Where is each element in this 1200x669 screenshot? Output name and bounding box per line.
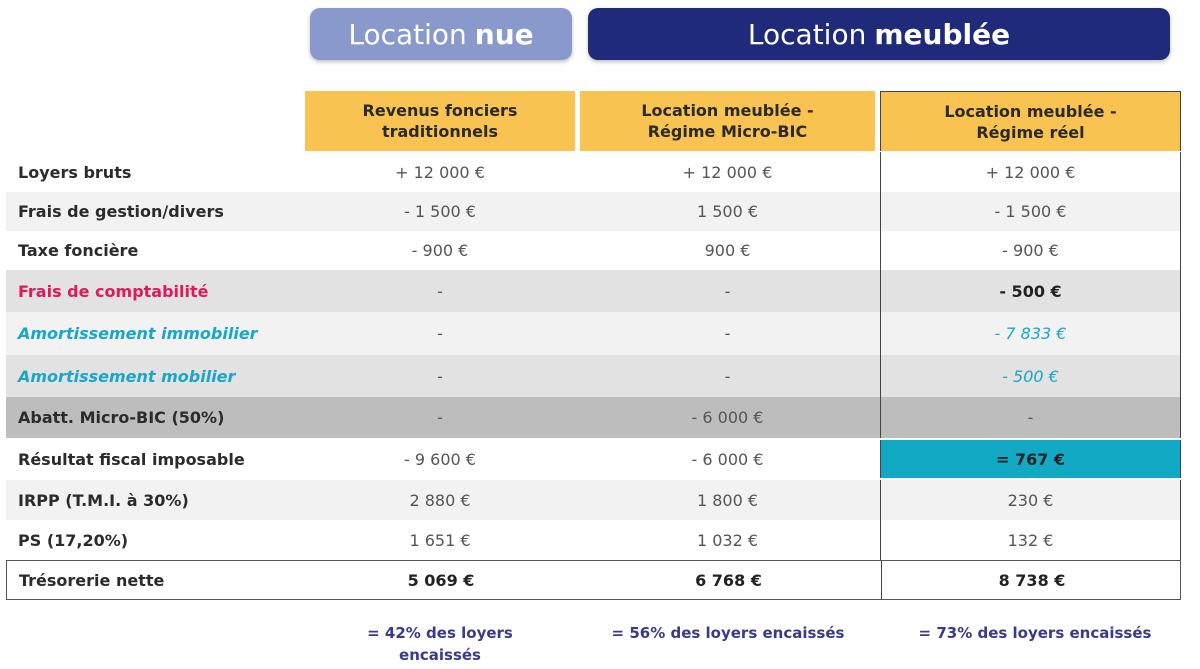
table-row-resultat-fiscal (6, 438, 1181, 480)
cell-value: - (724, 366, 731, 386)
column-header-line2: Régime réel (976, 122, 1085, 142)
table-row-loyers-bruts (6, 152, 1181, 192)
cell-value: - 1 500 € (404, 202, 476, 221)
row-label: Amortissement immobilier (18, 324, 258, 343)
cell-value: + 12 000 € (880, 152, 1181, 192)
cell-value: 1 500 € (696, 202, 759, 221)
cell-value: - 6 000 € (691, 408, 764, 427)
table-row-frais-comptabilite (6, 270, 1181, 312)
banner-location-meublee (588, 8, 1170, 60)
cell-value: - 900 € (880, 231, 1181, 270)
cell-value: - (437, 366, 443, 386)
row-label: Loyers bruts (18, 162, 132, 182)
cell-value: 5 069 € (407, 570, 475, 590)
note-col1-line2: encaissés (399, 646, 481, 664)
cell-value: - 9 600 € (404, 449, 476, 469)
table-row-irpp (6, 480, 1181, 520)
note-col2: = 56% des loyers encaissés (611, 624, 845, 642)
note-col3: = 73% des loyers encaissés (918, 624, 1152, 642)
cell-value: 8 738 € (881, 561, 1182, 599)
column-header-line1: Location meublée - (944, 101, 1117, 121)
row-label: Taxe foncière (18, 241, 139, 260)
table-row-taxe-fonciere (6, 231, 1181, 270)
row-label: Résultat fiscal imposable (18, 449, 245, 469)
cell-value: - 1 500 € (880, 192, 1181, 231)
table-row-ps (6, 520, 1181, 560)
row-label: Frais de comptabilité (18, 281, 209, 301)
banner-meublee-bold: meublée (874, 17, 1011, 51)
banner-location-nue (310, 8, 572, 60)
cell-value: 1 800 € (696, 490, 759, 510)
cell-value: - (880, 397, 1181, 438)
banner-meublee-prefix: Location (747, 17, 867, 51)
cell-value: - (437, 408, 443, 427)
cell-value: 2 880 € (409, 490, 471, 510)
row-label: Abatt. Micro-BIC (50%) (18, 408, 225, 427)
table-row-amortissement-mobilier (6, 355, 1181, 397)
row-label: PS (17,20%) (18, 530, 129, 550)
note-col1-line1: = 42% des loyers (367, 624, 513, 642)
row-label: IRPP (T.M.I. à 30%) (18, 490, 189, 510)
column-header-line1: Location meublée - (641, 101, 814, 120)
cell-value: - 6 000 € (691, 449, 764, 469)
row-label: Amortissement mobilier (18, 366, 236, 386)
cell-value: - 500 € (880, 270, 1181, 312)
cell-value: - (724, 281, 731, 301)
column-header-line2: Régime Micro-BIC (647, 122, 808, 141)
cell-value: - (437, 281, 443, 301)
cell-value: - 7 833 € (880, 312, 1181, 355)
column-header-line2: traditionnels (381, 122, 499, 141)
column-header-micro-bic (580, 91, 875, 151)
row-label: Frais de gestion/divers (18, 202, 224, 221)
cell-value: - 500 € (880, 355, 1181, 397)
table-row-amortissement-immobilier (6, 312, 1181, 355)
cell-value: + 12 000 € (395, 162, 485, 182)
column-header-line1: Revenus fonciers (362, 101, 518, 120)
table-row-abattement-micro-bic (6, 397, 1181, 438)
cell-value: 1 651 € (409, 530, 471, 550)
row-label: Trésorerie nette (19, 570, 165, 590)
cell-value: - (724, 324, 731, 343)
table-row-frais-gestion (6, 192, 1181, 231)
column-header-regime-reel (880, 91, 1181, 151)
cell-value: - (437, 324, 443, 343)
cell-value: 900 € (704, 241, 751, 260)
cell-value: 230 € (880, 480, 1181, 520)
cell-value: 6 768 € (695, 570, 762, 590)
table-row-tresorerie-nette (6, 560, 1181, 600)
cell-value: 132 € (880, 520, 1181, 560)
cell-value-highlighted: = 767 € (880, 440, 1181, 478)
cell-value: + 12 000 € (682, 162, 773, 182)
banner-nue-prefix: Location (348, 17, 467, 51)
banner-nue-bold: nue (474, 17, 534, 51)
cell-value: - 900 € (411, 241, 469, 260)
cell-value: 1 032 € (696, 530, 759, 550)
column-header-revenus-fonciers (305, 91, 575, 151)
note-col1 (330, 622, 550, 666)
